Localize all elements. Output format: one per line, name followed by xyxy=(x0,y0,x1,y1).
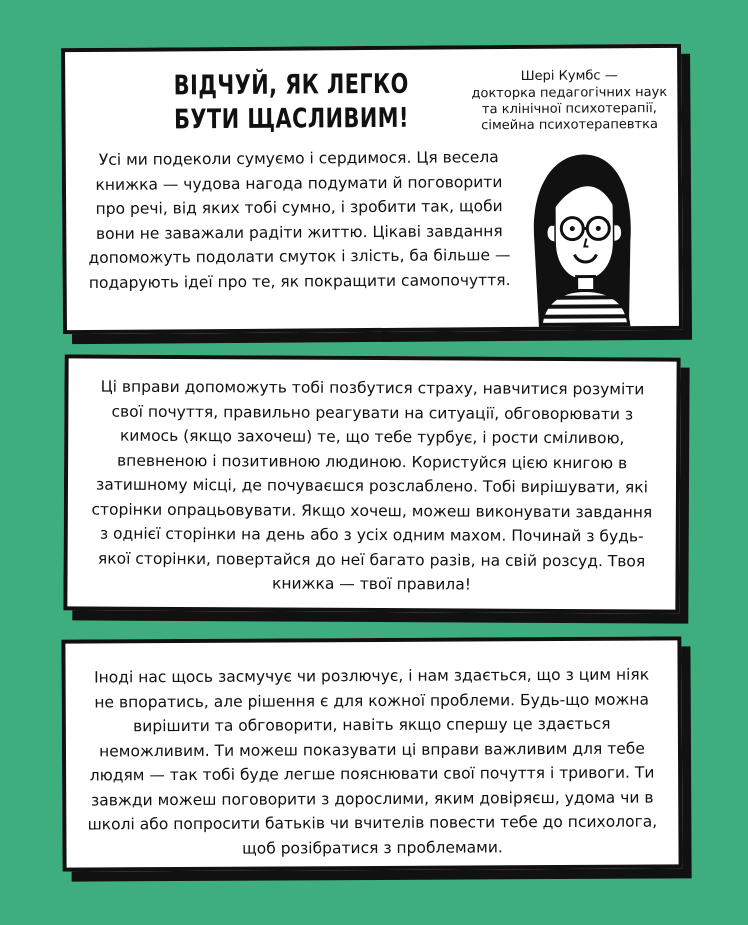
problems-text: Іноді нас щось засмучує чи розлючує, і нам здається, що з цим ніяк не впоратись, але рішення є для кожної проблеми. Будь-що можна вирішити та обговорити, навіть якщо спершу це здається неможливим. Ти можеш показувати ці вправи важливим для тебе людям — так тобі буде легше пояснювати свої почуття і тривоги. Ти завжди можеш поговорити з дорослими, яким довіряєш, удома чи в школі або попросити батьків чи вчителів повести тебе до психолога, щоб розібратися з проблемами. xyxy=(87,665,658,858)
exercises-card xyxy=(63,354,680,613)
right-ear xyxy=(614,224,622,243)
author-credentials: докторка педагогічних наук та клінічної психотерапії, сімейна психотерапевтка xyxy=(471,84,668,134)
left-ear xyxy=(546,224,554,243)
author-name: Шері Кумбс — xyxy=(520,68,618,84)
intro-text: Усі ми подеколи сумуємо і сердимося. Ця весела книжка — чудова нагода подумати й поговорити про речі, від яких тобі сумно, і зробити так, щоби вони не заважали радіти життю. Цікаві завдання допоможуть подолати смуток і злість, ба більше — подарують ідеї про те, як покращити самопочуття. xyxy=(88,148,511,292)
author-portrait-illustration xyxy=(516,146,647,327)
exercises-text: Ці вправи допоможуть тобі позбутися страху, навчитися розуміти свої почуття, правильно реагувати на ситуації, обговорювати з кимось (якщо захочеш) те, що тебе турбує, і рости сміливою, впевненою і позитивною людиною. Користуйся цією книгою в затишному місці, де почуваєшся розслаблено. Тобі вирішувати, які сторінки опрацьовувати. Якщо хочеш, можеш виконувати завдання з однієї сторінки на день або з усіх одним махом. Починай з будь-якої сторінки, повертайся до неї багато разів, на свій розсуд. Твоя книжка — твої правила! xyxy=(91,377,653,594)
page-title: ВІДЧУЙ, ЯК ЛЕГКО БУТИ ЩАСЛИВИМ! xyxy=(173,68,410,136)
problems-card xyxy=(61,636,682,871)
intro-card xyxy=(61,44,683,334)
